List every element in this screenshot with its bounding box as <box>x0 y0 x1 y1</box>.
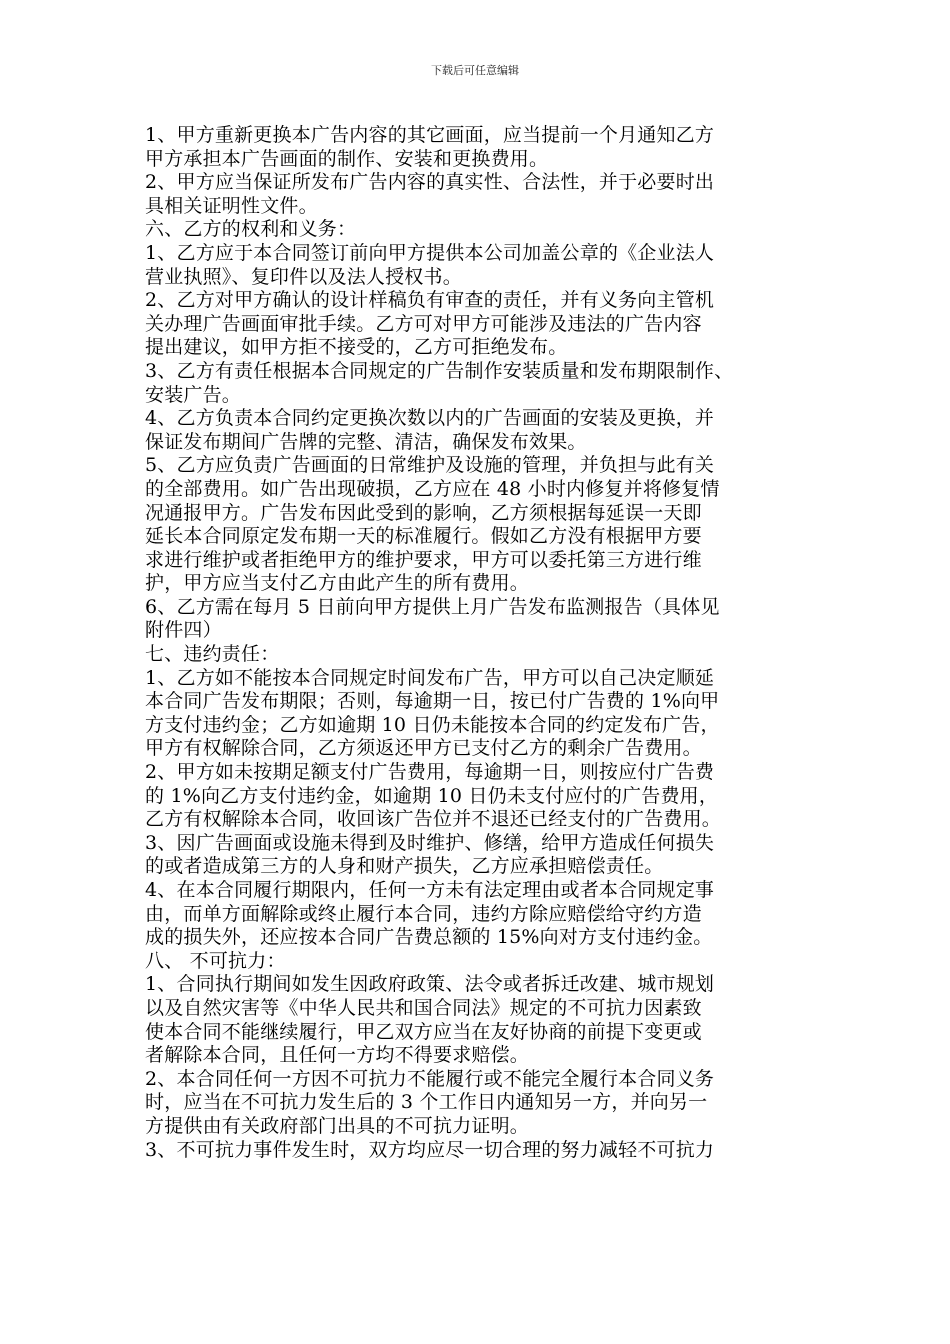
text-line: 安装广告。 <box>145 383 242 406</box>
text-line: 1、乙方应于本合同签订前向甲方提供本公司加盖公章的《企业法人 <box>145 241 715 264</box>
text-line: 延长本合同原定发布期一天的标准履行。假如乙方没有根据甲方要 <box>145 525 702 548</box>
text-line: 4、乙方负责本合同约定更换次数以内的广告画面的安装及更换，并 <box>145 407 715 430</box>
text-line: 乙方有权解除本合同，收回该广告位并不退还已经支付的广告费用。 <box>145 808 722 831</box>
text-line: 4、在本合同履行期限内，任何一方未有法定理由或者本合同规定事 <box>145 879 715 901</box>
text-line: 1、乙方如不能按本合同规定时间发布广告，甲方可以自己决定顺延 <box>145 666 715 689</box>
text-line: 营业执照》、复印件以及法人授权书。 <box>145 265 462 288</box>
text-line: 1、合同执行期间如发生因政府政策、法令或者拆迁改建、城市规划 <box>145 973 715 996</box>
text-line: 提出建议，如甲方拒不接受的，乙方可拒绝发布。 <box>145 336 568 359</box>
text-line: 3、因广告画面或设施未得到及时维护、修缮，给甲方造成任何损失 <box>145 831 715 854</box>
page-header: 下载后可任意编辑 <box>431 64 519 77</box>
text-line: 况通报甲方。广告发布因此受到的影响，乙方须根据每延误一天即 <box>145 501 702 524</box>
text-line: 时，应当在不可抗力发生后的 3 个工作日内通知另一方，并向另一 <box>145 1091 708 1114</box>
text-line: 6、乙方需在每月 5 日前向甲方提供上月广告发布监测报告（具体见 <box>145 595 720 618</box>
text-line: 1、甲方重新更换本广告内容的其它画面，应当提前一个月通知乙方 <box>145 124 715 146</box>
text-line: 方支付违约金；乙方如逾期 10 日仍未能按本合同的约定发布广告， <box>145 713 720 736</box>
text-line: 2、乙方对甲方确认的设计样稿负有审查的责任，并有义务向主管机 <box>145 289 715 312</box>
text-line: 方提供由有关政府部门出具的不可抗力证明。 <box>145 1114 530 1137</box>
text-line: 关办理广告画面审批手续。乙方可对甲方可能涉及违法的广告内容 <box>145 312 702 335</box>
text-line: 使本合同不能继续履行，甲乙双方应当在友好协商的前提下变更或 <box>145 1020 702 1043</box>
contract-text-block <box>145 124 825 1162</box>
text-line: 成的损失外，还应按本合同广告费总额的 15%向对方支付违约金。 <box>145 926 713 949</box>
text-line: 5、乙方应负责广告画面的日常维护及设施的管理，并负担与此有关 <box>145 454 715 477</box>
text-line: 求进行维护或者拒绝甲方的维护要求，甲方可以委托第三方进行维 <box>145 548 702 571</box>
text-line: 甲方有权解除合同，乙方须返还甲方已支付乙方的剩余广告费用。 <box>145 737 702 760</box>
text-line: 2、甲方如未按期足额支付广告费用，每逾期一日，则按应付广告费 <box>145 761 715 784</box>
text-line: 3、不可抗力事件发生时，双方均应尽一切合理的努力减轻不可抗力 <box>145 1138 715 1161</box>
text-line: 的或者造成第三方的人身和财产损失，乙方应承担赔偿责任。 <box>145 855 664 878</box>
text-line: 的 1%向乙方支付违约金，如逾期 10 日仍未支付应付的广告费用， <box>145 784 719 807</box>
text-line: 2、本合同任何一方因不可抗力不能履行或不能完全履行本合同义务 <box>145 1067 715 1090</box>
text-line: 的全部费用。如广告出现破损，乙方应在 48 小时内修复并将修复情 <box>145 477 720 500</box>
text-line: 保证发布期间广告牌的完整、清洁，确保发布效果。 <box>145 430 587 453</box>
text-line: 具相关证明性文件。 <box>145 194 318 217</box>
section-heading: 六、乙方的权利和义务： <box>145 218 357 241</box>
text-line: 护，甲方应当支付乙方由此产生的所有费用。 <box>145 572 530 595</box>
text-line: 由，而单方面解除或终止履行本合同，违约方除应赔偿给守约方造 <box>145 902 702 925</box>
section-heading: 八、 不可抗力： <box>145 949 286 972</box>
text-line: 甲方承担本广告画面的制作、安装和更换费用。 <box>145 147 549 170</box>
contract-body <box>145 124 825 1162</box>
text-line: 3、乙方有责任根据本合同规定的广告制作安装质量和发布期限制作、 <box>145 359 734 382</box>
text-line: 者解除本合同，且任何一方均不得要求赔偿。 <box>145 1044 530 1067</box>
text-line: 附件四） <box>145 619 222 642</box>
section-heading: 七、违约责任： <box>145 643 280 666</box>
text-line: 本合同广告发布期限；否则，每逾期一日，按已付广告费的 1%向甲 <box>145 690 720 713</box>
text-line: 以及自然灾害等《中华人民共和国合同法》规定的不可抗力因素致 <box>145 996 702 1019</box>
text-line: 2、甲方应当保证所发布广告内容的真实性、合法性，并于必要时出 <box>145 171 715 194</box>
